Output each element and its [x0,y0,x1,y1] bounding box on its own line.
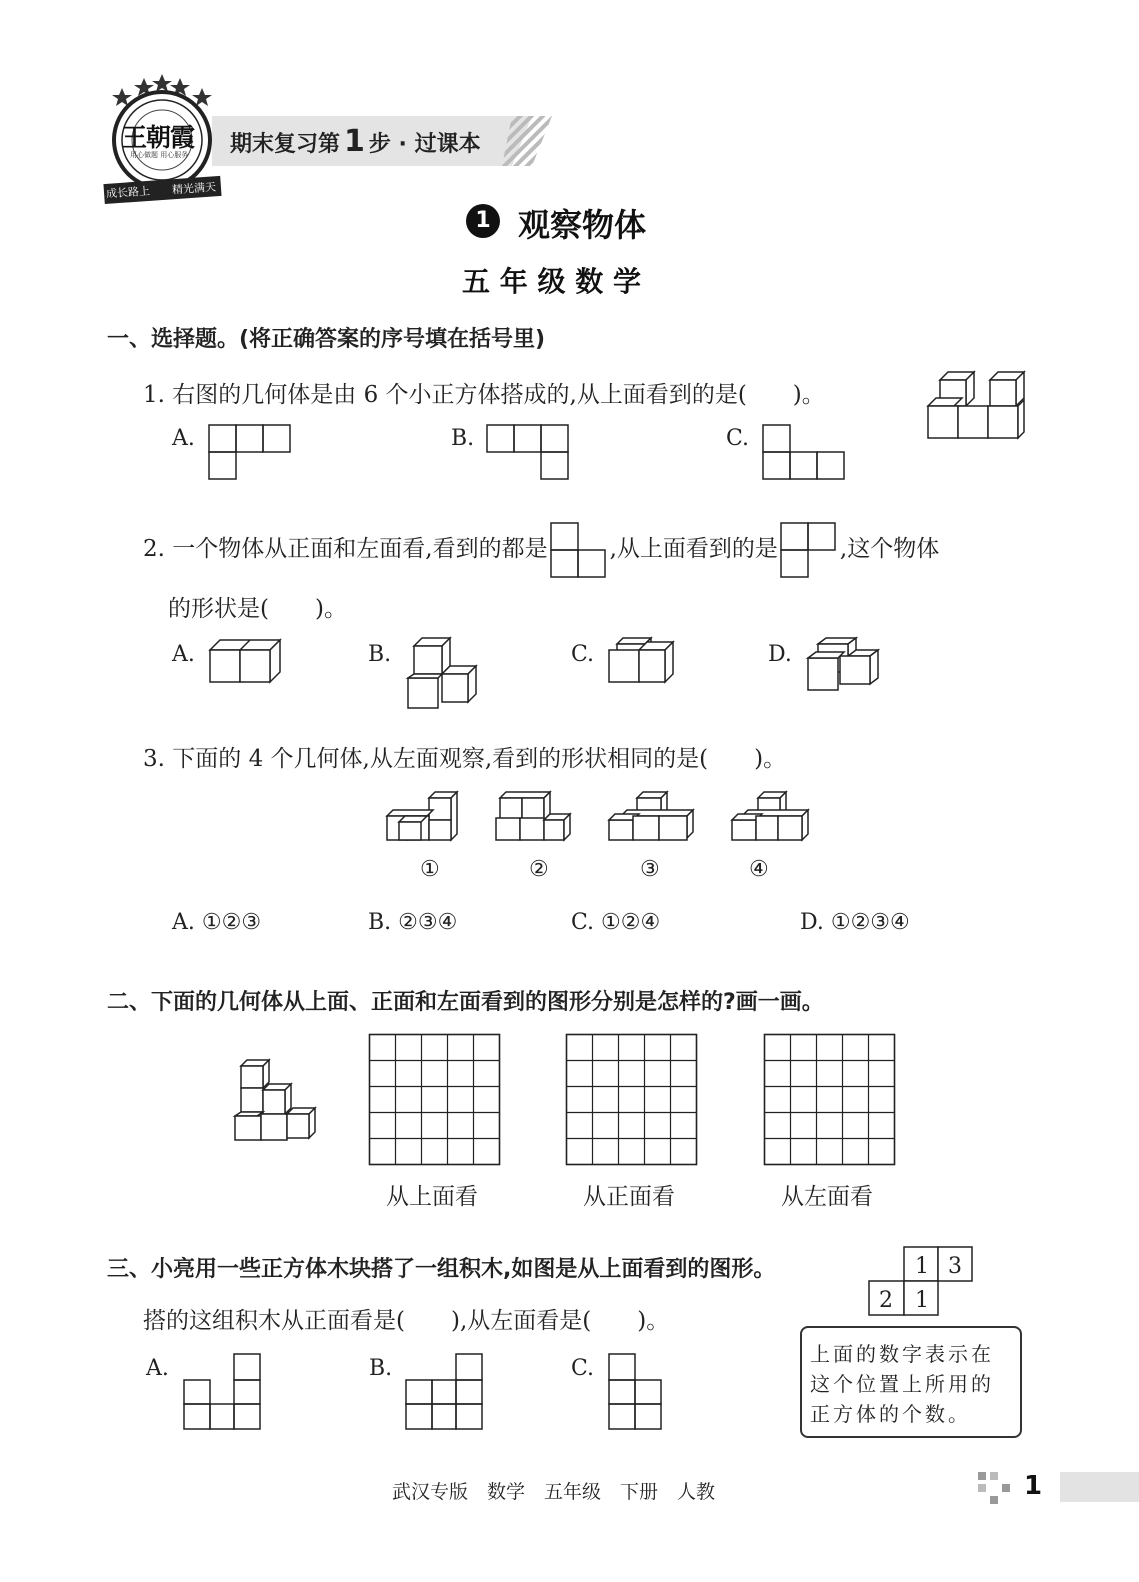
q3-figure-label-3: ③ [640,857,660,882]
q3-option-a[interactable]: A. ①②③ [172,910,262,935]
q2-top-view-figure [780,522,838,578]
page-title: 观察物体 [518,206,647,244]
note-line-2: 这个位置上所用的 [810,1372,994,1396]
grid-top-view[interactable] [369,1034,501,1170]
q2-text-line2: 的形状是( )。 [168,596,347,622]
top-view-number-1: 1 [915,1254,929,1279]
q2-option-a-label[interactable]: A. [172,642,195,667]
s3-option-b-label[interactable]: B. [369,1356,393,1381]
s3-option-b-figure[interactable] [404,1352,486,1436]
q1-option-c-label[interactable]: C. [726,426,750,451]
top-view-number-3: 2 [879,1288,893,1313]
q2-option-a-figure[interactable] [208,636,288,692]
q1-text: 1. 右图的几何体是由 6 个小正方体搭成的,从上面看到的是( )。 [143,382,825,408]
q3-figure-label-4: ④ [749,857,769,882]
q2-front-view-figure [550,522,608,578]
page-subtitle: 五 年 级 数 学 [462,265,641,298]
q2-text-line1: 2. 一个物体从正面和左面看,看到的都是 ,从上面看到的是 ,这个物体 [143,522,939,578]
title-number-badge: 1 [466,204,500,238]
brand-name: 王朝霞 [122,123,195,152]
q2-option-c-label[interactable]: C. [571,642,595,667]
q1-option-b-label[interactable]: B. [451,426,475,451]
grid-label-left: 从左面看 [781,1184,873,1210]
s3-option-c-label[interactable]: C. [571,1356,595,1381]
top-view-number-4: 1 [915,1288,929,1313]
q1-figure [922,370,1032,454]
grid-label-top: 从上面看 [386,1184,478,1210]
q3-figure-4 [728,790,818,850]
q3-figure-label-1: ① [420,857,440,882]
page-number: 1 [1024,1471,1043,1501]
banner-text: 期末复习第 1 步 · 过课本 [230,124,481,159]
note-line-1: 上面的数字表示在 [810,1342,994,1366]
footer-pixel-decoration [978,1472,1014,1510]
q1-option-a-figure[interactable] [208,424,298,488]
footer-text: 武汉专版 数学 五年级 下册 人教 [392,1481,716,1503]
grid-front-view[interactable] [566,1034,698,1170]
q3-option-b[interactable]: B. ②③④ [368,910,458,935]
grid-label-front: 从正面看 [583,1184,675,1210]
q3-figure-3 [607,790,697,850]
footer-gray-bar [1060,1472,1139,1502]
q3-option-c[interactable]: C. ①②④ [571,910,661,935]
s3-option-c-figure[interactable] [607,1352,667,1436]
q3-option-d[interactable]: D. ①②③④ [800,910,910,935]
note-line-3: 正方体的个数。 [810,1402,971,1426]
q2-option-d-label[interactable]: D. [768,642,792,667]
q2-option-d-figure[interactable] [804,636,884,700]
section2-solid-figure [233,1058,323,1148]
s3-option-a-label[interactable]: A. [146,1356,169,1381]
section3-line2: 搭的这组积木从正面看是( ),从左面看是( )。 [143,1308,670,1334]
q2-option-c-figure[interactable] [607,636,677,692]
q3-figure-label-2: ② [529,857,549,882]
q3-text: 3. 下面的 4 个几何体,从左面观察,看到的形状相同的是( )。 [143,746,787,772]
badge-left: 成长路上 [105,184,151,201]
q1-option-a-label[interactable]: A. [172,426,195,451]
s3-option-a-figure[interactable] [182,1352,264,1436]
q2-option-b-figure[interactable] [404,636,484,716]
q1-option-c-figure[interactable] [762,424,852,488]
section2-heading: 二、下面的几何体从上面、正面和左面看到的图形分别是怎样的?画一画。 [107,990,824,1015]
q2-option-b-label[interactable]: B. [368,642,392,667]
q1-option-b-figure[interactable] [486,424,576,488]
banner-step-number: 1 [344,124,365,159]
badge-right: 精光满天 [171,180,217,197]
q3-figure-2 [494,790,574,850]
top-view-number-2: 3 [948,1254,962,1279]
q3-figure-1 [383,790,463,850]
grid-left-view[interactable] [764,1034,896,1170]
section1-heading: 一、选择题。(将正确答案的序号填在括号里) [107,327,546,352]
brand-slogan: 用心做题 用心服务 [130,151,189,159]
section3-heading: 三、小亮用一些正方体木块搭了一组积木,如图是从上面看到的图形。 [107,1257,776,1282]
